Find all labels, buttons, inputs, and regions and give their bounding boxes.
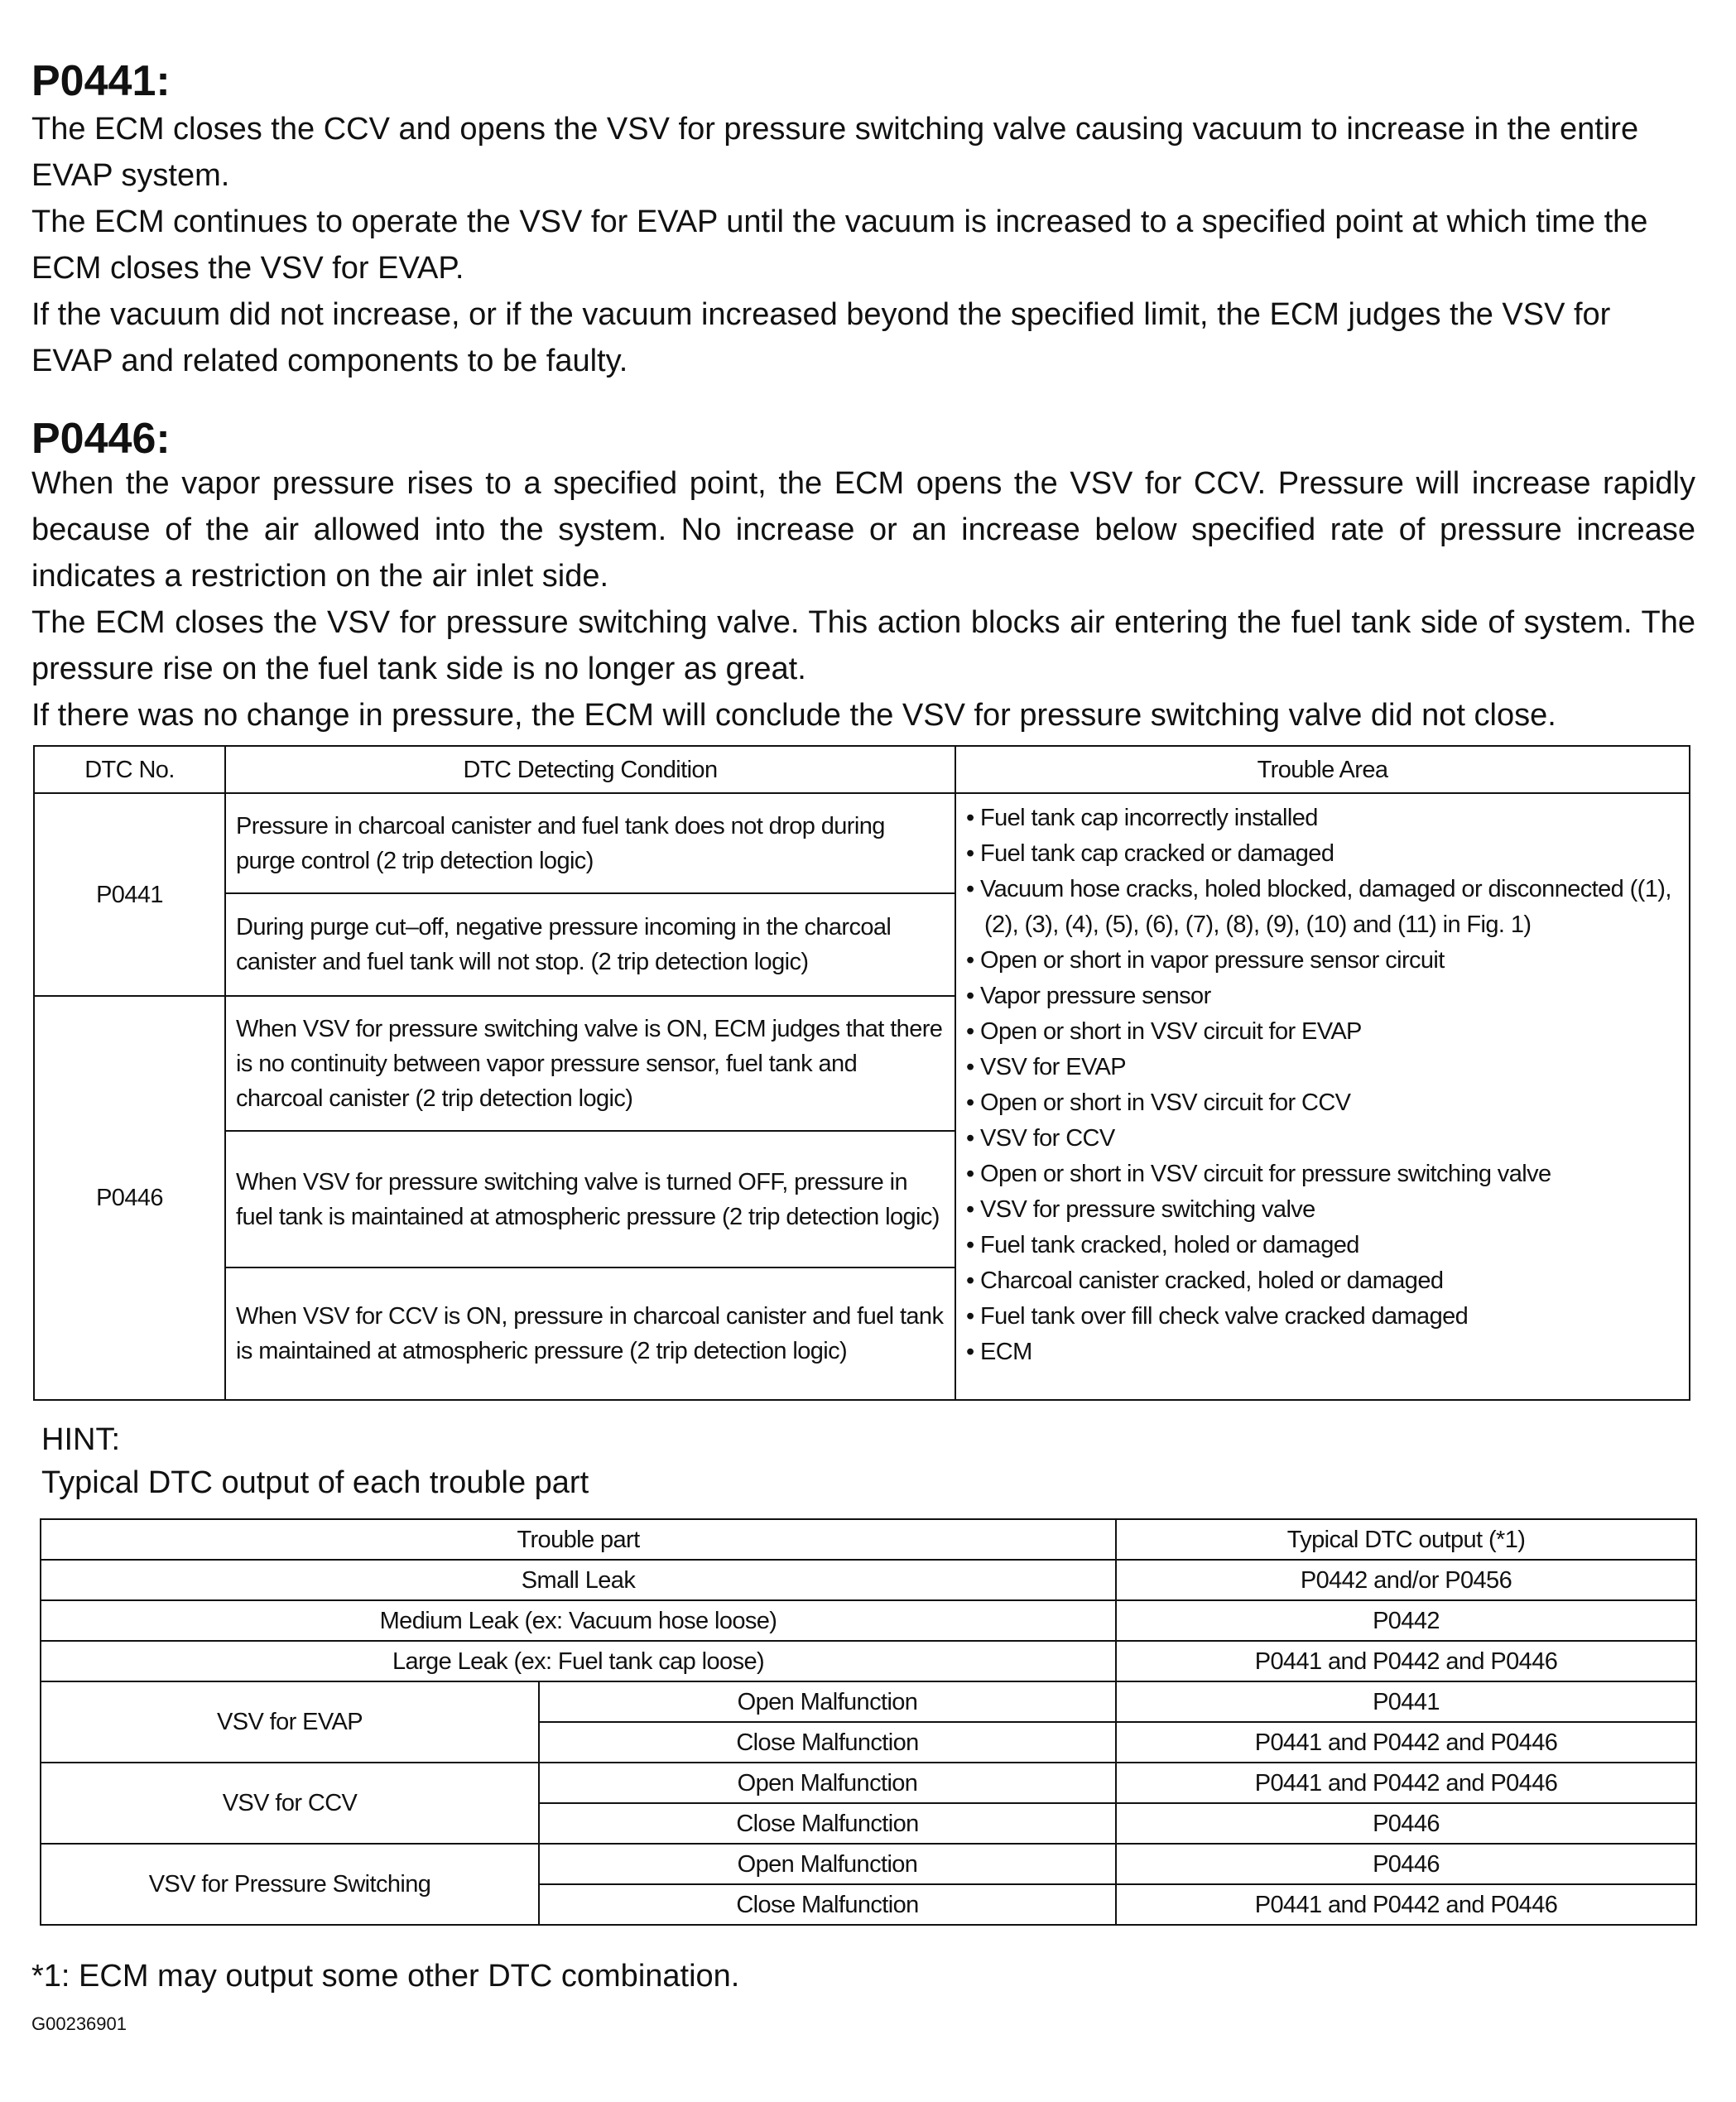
- list-item: • Fuel tank cap incorrectly installed: [966, 801, 1679, 836]
- header-trouble-part: Trouble part: [41, 1519, 1116, 1560]
- paragraph: The ECM continues to operate the VSV for EVAP until the vacuum is increased to a specified point at which time the ECM closes the VSV for EVAP.: [31, 204, 1648, 286]
- dtc-code: P0446: [34, 996, 225, 1400]
- paragraph: When the vapor pressure rises to a specified point, the ECM opens the VSV for CCV. Pressure will increase rapidly because of the air allowed into the system. No increase or an increase below specified rate of pressure increase indicates a restriction on the air inlet side.: [31, 466, 1695, 594]
- paragraph: If the vacuum did not increase, or if the vacuum increased beyond the specified limit, the ECM judges the VSV for EVAP and related components to be faulty.: [31, 297, 1611, 378]
- trouble-part: VSV for CCV: [41, 1763, 539, 1844]
- malfunction-mode: Close Malfunction: [539, 1722, 1116, 1763]
- malfunction-mode: Open Malfunction: [539, 1844, 1116, 1884]
- list-item: • VSV for EVAP: [966, 1050, 1679, 1085]
- dtc-output: P0442 and/or P0456: [1116, 1560, 1696, 1600]
- condition-cell: Pressure in charcoal canister and fuel tank does not drop during purge control (2 trip detection logic): [225, 793, 955, 893]
- list-item: • Fuel tank over fill check valve cracked damaged: [966, 1299, 1679, 1335]
- dtc-table: [33, 745, 1690, 1401]
- trouble-part: Large Leak (ex: Fuel tank cap loose): [41, 1641, 1116, 1681]
- list-item: • Fuel tank cap cracked or damaged: [966, 836, 1679, 872]
- trouble-part: VSV for EVAP: [41, 1681, 539, 1763]
- dtc-output-table: [40, 1518, 1697, 1926]
- footnote: *1: ECM may output some other DTC combination.: [31, 1959, 740, 1994]
- trouble-area-list: [955, 793, 1690, 1400]
- dtc-output: P0441 and P0442 and P0446: [1116, 1641, 1696, 1681]
- hint-subtitle: Typical DTC output of each trouble part: [41, 1465, 589, 1500]
- list-item: • Fuel tank cracked, holed or damaged: [966, 1228, 1679, 1263]
- malfunction-mode: Open Malfunction: [539, 1681, 1116, 1722]
- malfunction-mode: Close Malfunction: [539, 1884, 1116, 1925]
- paragraph: The ECM closes the VSV for pressure switching valve. This action blocks air entering the fuel tank side of system. The pressure rise on the fuel tank side is no longer as great.: [31, 605, 1695, 686]
- list-item: • VSV for CCV: [966, 1121, 1679, 1157]
- list-item: • Vacuum hose cracks, holed blocked, damaged or disconnected ((1), (2), (3), (4), (5), (6), (7), (8), (9), (10) and (11) in Fig. 1): [966, 872, 1679, 943]
- list-item: • Open or short in VSV circuit for CCV: [966, 1085, 1679, 1121]
- dtc-output: P0442: [1116, 1600, 1696, 1641]
- heading-p0441: P0441:: [31, 57, 171, 105]
- hint-label: HINT:: [41, 1422, 120, 1457]
- list-item: • Charcoal canister cracked, holed or damaged: [966, 1263, 1679, 1299]
- condition-cell: When VSV for CCV is ON, pressure in charcoal canister and fuel tank is maintained at atmospheric pressure (2 trip detection logic): [225, 1267, 955, 1400]
- trouble-part: VSV for Pressure Switching: [41, 1844, 539, 1925]
- heading-p0446: P0446:: [31, 415, 171, 463]
- paragraph: If there was no change in pressure, the ECM will conclude the VSV for pressure switching valve did not close.: [31, 698, 1556, 733]
- dtc-output: P0441 and P0442 and P0446: [1116, 1884, 1696, 1925]
- dtc-code: P0441: [34, 793, 225, 996]
- dtc-output: P0446: [1116, 1844, 1696, 1884]
- header-dtc-no: DTC No.: [34, 746, 225, 793]
- list-item: • Open or short in VSV circuit for pressure switching valve: [966, 1157, 1679, 1192]
- figure-code: G00236901: [31, 2013, 127, 2034]
- dtc-output: P0446: [1116, 1803, 1696, 1844]
- dtc-output: P0441 and P0442 and P0446: [1116, 1722, 1696, 1763]
- dtc-output: P0441 and P0442 and P0446: [1116, 1763, 1696, 1803]
- paragraph: The ECM closes the CCV and opens the VSV for pressure switching valve causing vacuum to increase in the entire EVAP system.: [31, 112, 1639, 193]
- header-condition: DTC Detecting Condition: [225, 746, 955, 793]
- trouble-part: Medium Leak (ex: Vacuum hose loose): [41, 1600, 1116, 1641]
- p0446-description: [31, 460, 1695, 738]
- trouble-part: Small Leak: [41, 1560, 1116, 1600]
- header-typical-output: Typical DTC output (*1): [1116, 1519, 1696, 1560]
- list-item: • Open or short in VSV circuit for EVAP: [966, 1014, 1679, 1050]
- header-trouble-area: Trouble Area: [955, 746, 1690, 793]
- malfunction-mode: Open Malfunction: [539, 1763, 1116, 1803]
- condition-cell: When VSV for pressure switching valve is ON, ECM judges that there is no continuity between vapor pressure sensor, fuel tank and charcoal canister (2 trip detection logic): [225, 996, 955, 1131]
- dtc-output: P0441: [1116, 1681, 1696, 1722]
- list-item: • Open or short in vapor pressure sensor circuit: [966, 943, 1679, 979]
- condition-cell: When VSV for pressure switching valve is turned OFF, pressure in fuel tank is maintained at atmospheric pressure (2 trip detection logic): [225, 1131, 955, 1267]
- list-item: • Vapor pressure sensor: [966, 979, 1679, 1014]
- malfunction-mode: Close Malfunction: [539, 1803, 1116, 1844]
- p0441-description: [31, 106, 1695, 384]
- list-item: • ECM: [966, 1335, 1679, 1370]
- condition-cell: During purge cut–off, negative pressure incoming in the charcoal canister and fuel tank will not stop. (2 trip detection logic): [225, 893, 955, 996]
- list-item: • VSV for pressure switching valve: [966, 1192, 1679, 1228]
